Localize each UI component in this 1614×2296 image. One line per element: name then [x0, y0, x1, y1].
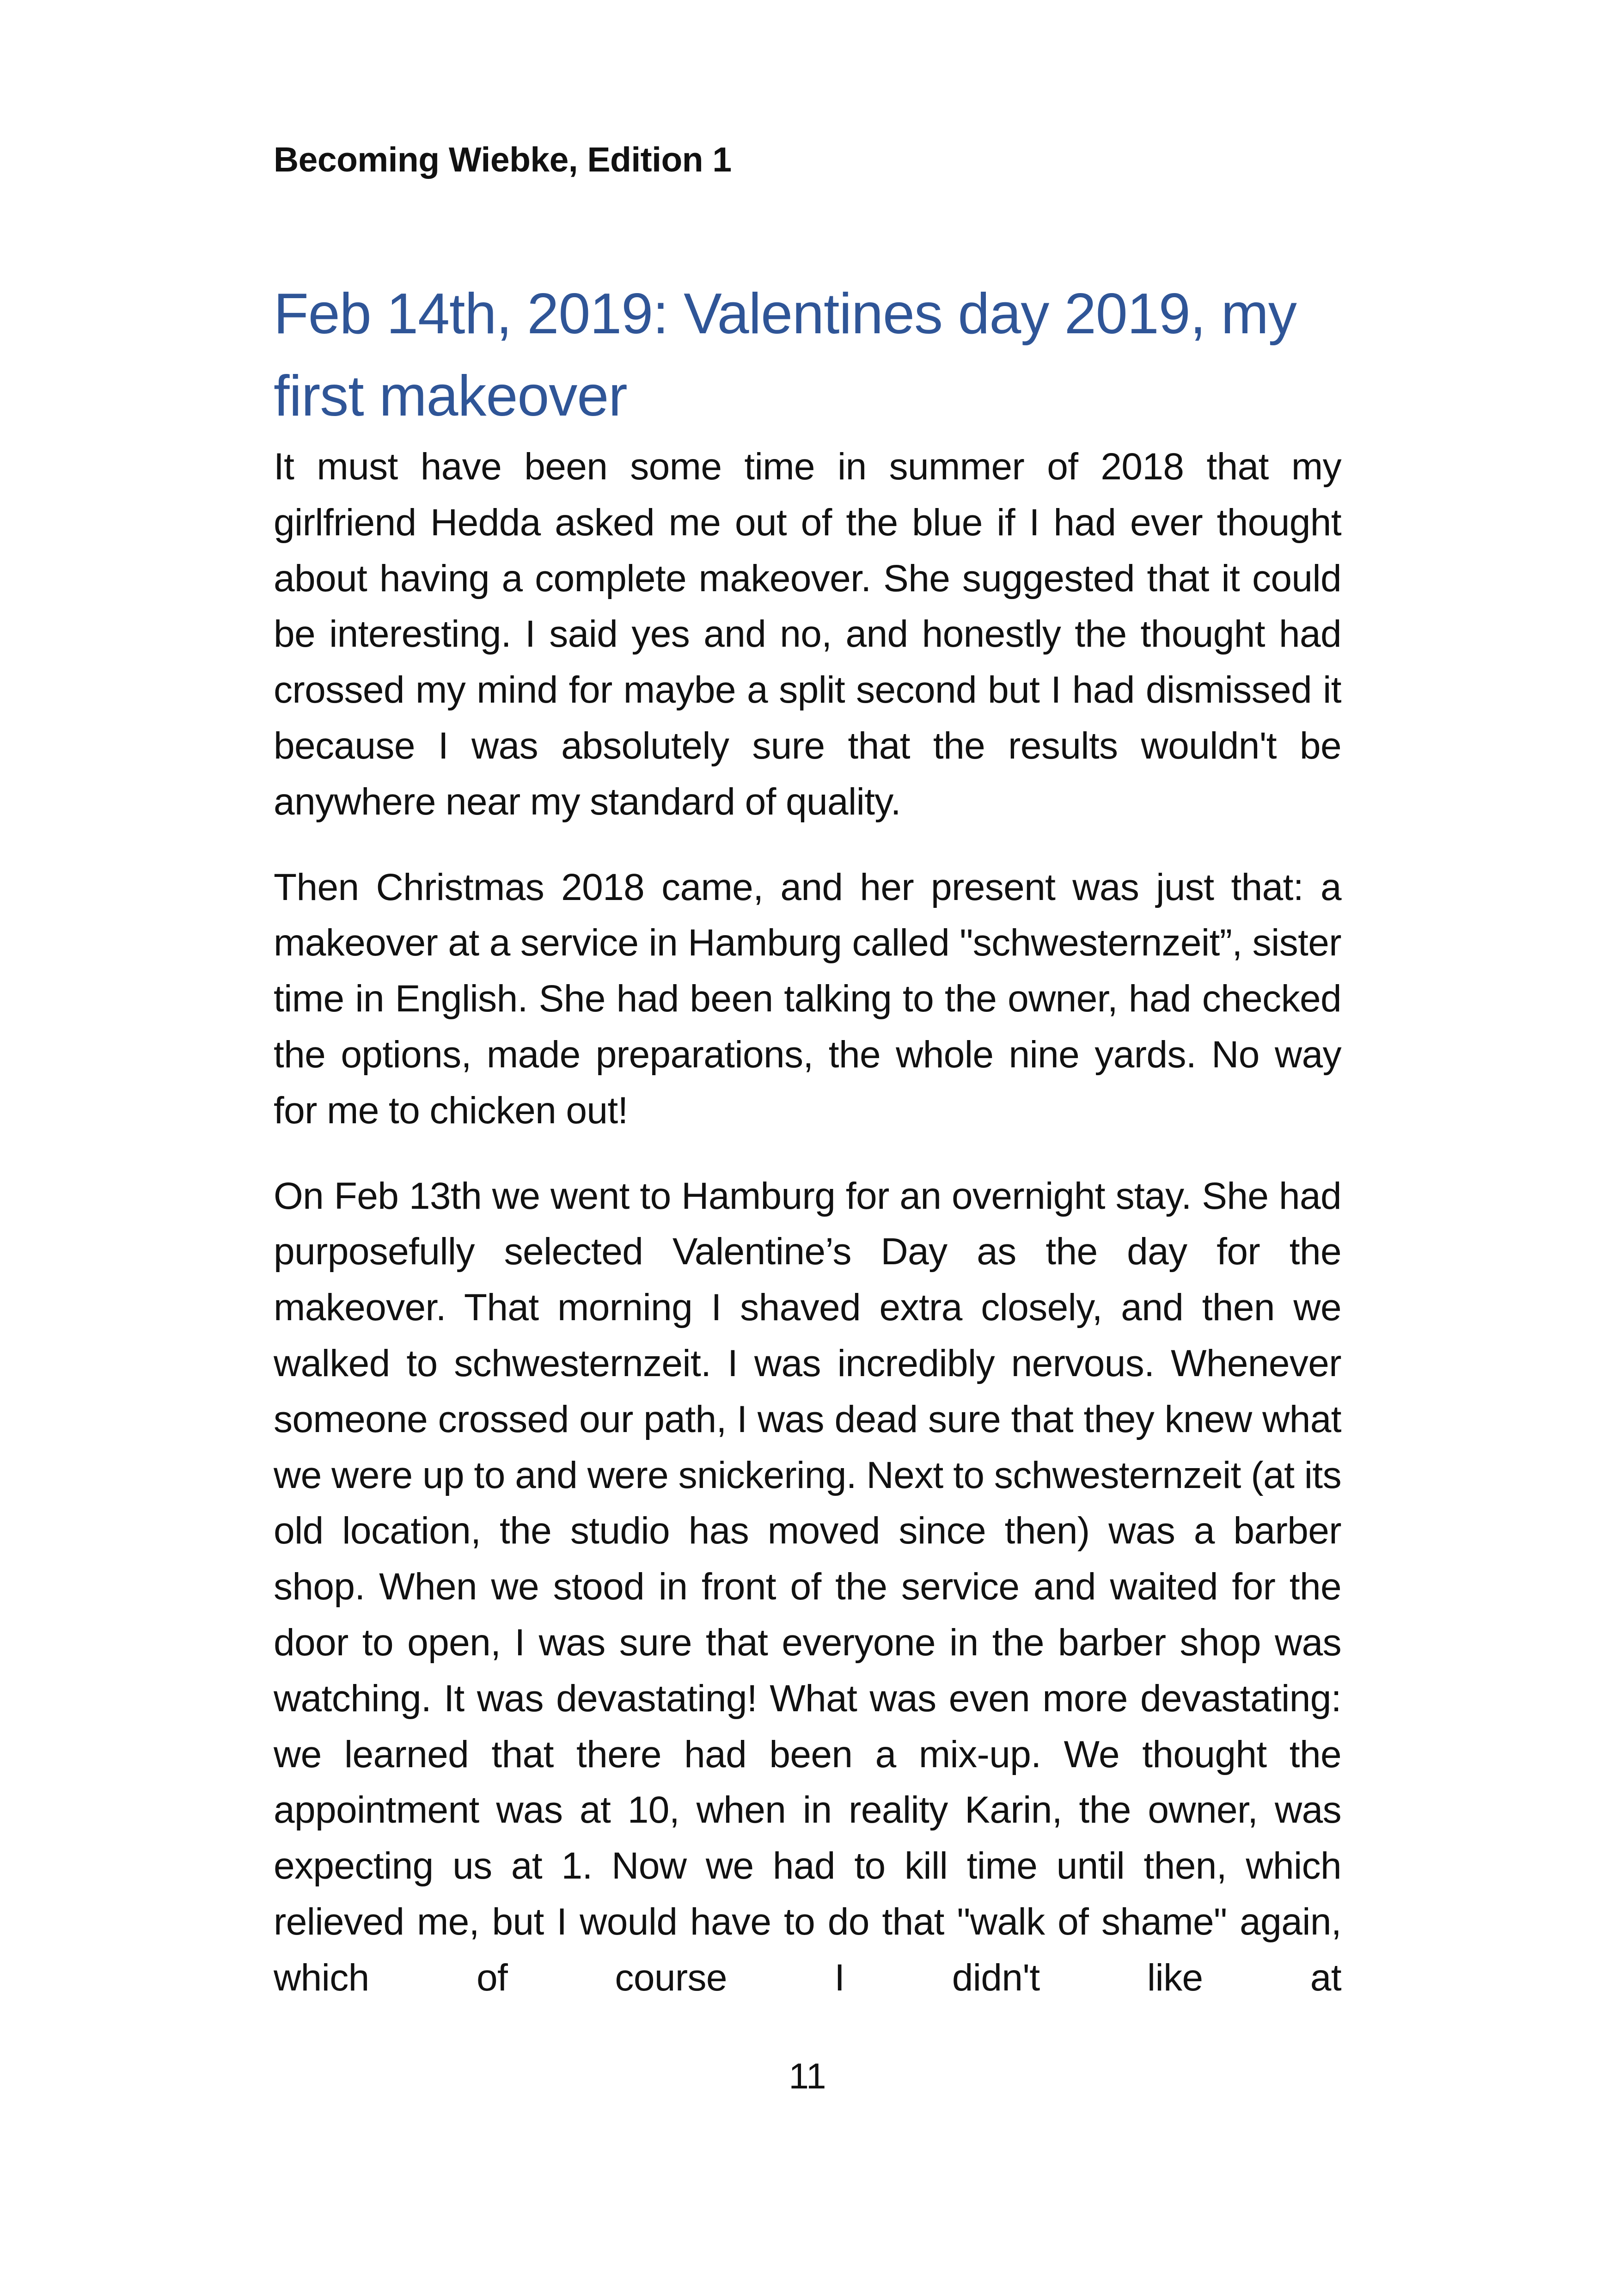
body-text — [274, 439, 1341, 2036]
paragraph: Then Christmas 2018 came, and her present was just that: a makeover at a service in Hamburg called "schwesternzeit”, sister time in English. She had been talking to the owner, had checked the options, made preparations, the whole nine yards. No way for me to chicken out! — [274, 866, 1341, 1132]
paragraph: It must have been some time in summer of 2018 that my girlfriend Hedda asked me out of the blue if I had ever thought about having a complete makeover. She suggested that it could be interesting. I said yes and no, and honestly the thought had crossed my mind for maybe a split second but I had dismissed it because I was absolutely sure that the results wouldn't be anywhere near my standard of quality. — [274, 446, 1341, 823]
chapter-title: Feb 14th, 2019: Valentines day 2019, my first makeover — [274, 282, 1296, 428]
document-page — [274, 0, 1341, 2296]
running-header: Becoming Wiebke, Edition 1 — [274, 140, 732, 179]
page-number: 11 — [789, 2056, 826, 2096]
paragraph: On Feb 13th we went to Hamburg for an overnight stay. She had purposefully selected Valentine’s Day as the day for the makeover. That morning I shaved extra closely, and then we walked to schwesternzeit. I was incredibly nervous. Whenever someone crossed our path, I was dead sure that they knew what we were up to and were snickering. Next to schwesternzeit (at its old location, the studio has moved since then) was a barber shop. When we stood in front of the service and waited for the door to open, I was sure that everyone in the barber shop was watching. It was devastating! What was even more devastating: we learned that there had been a mix-up. We thought the appointment was at 10, when in reality Karin, the owner, was expecting us at 1. Now we had to kill time until then, which relieved me, but I would have to do that "walk of shame" again, which of course I didn't like at — [274, 1175, 1341, 1999]
